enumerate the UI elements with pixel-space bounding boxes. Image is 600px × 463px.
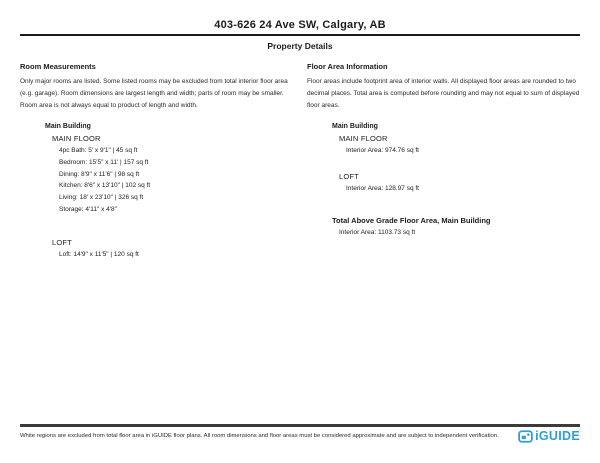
floor-area-building [332, 121, 580, 195]
room-row: 4pc Bath: 5' x 9'1" | 45 sq ft [59, 147, 138, 154]
room-row: Storage: 4'11" x 4'8" [59, 205, 117, 213]
floor-name: MAIN FLOOR [339, 134, 388, 143]
floor-area-section [307, 62, 580, 261]
total-floor-area-heading: Total Above Grade Floor Area, Main Building [332, 215, 491, 225]
room-measurements-description: Only major rooms are listed. Some listed rooms may be excluded from total interior floor area (e.g. garage). Room dimensions are largest length and width; parts of room may be smaller. Room area is not always equal to product of length and width. [20, 78, 288, 109]
floor-main-floor [52, 133, 289, 216]
floor-name: LOFT [52, 237, 72, 247]
floor-name: LOFT [339, 171, 359, 181]
interior-area-value: Interior Area: 974.76 sq ft [346, 147, 419, 154]
building-name: Main Building [45, 123, 91, 130]
footer-disclaimer: White regions are excluded from total floor area in iGUIDE floor plans. All room dimensions and floor areas must be considered approximate and are subject to independent verification. [20, 433, 499, 439]
total-interior-area-value: Interior Area: 1103.73 sq ft [339, 228, 416, 236]
iguide-logo-icon [518, 430, 533, 443]
floor-area-description: Floor areas include footprint area of interior walls. All displayed floor areas are rounded to two decimal places. Total area is computed before rounding and may not equal to sum of displayed floor areas. [307, 78, 580, 109]
interior-area-value: Interior Area: 128.97 sq ft [346, 184, 419, 192]
room-row: Living: 18' x 23'10" | 326 sq ft [59, 194, 144, 202]
iguide-logo [518, 429, 580, 443]
title-divider [20, 34, 580, 36]
room-measurements-section [20, 62, 307, 261]
room-measurements-building [45, 121, 289, 261]
room-row: Loft: 14'9" x 11'5" | 120 sq ft [59, 250, 139, 258]
room-row: Bedroom: 15'5" x 11' | 157 sq ft [59, 158, 149, 166]
room-row: Dining: 8'9" x 11'6" | 98 sq ft [59, 170, 140, 178]
floor-loft [52, 237, 289, 261]
footer [20, 429, 580, 443]
room-row: Kitchen: 8'6" x 13'10" | 102 sq ft [59, 182, 151, 190]
iguide-logo-text: iGUIDE [535, 429, 580, 443]
floor-name: MAIN FLOOR [52, 134, 101, 143]
page-subtitle: Property Details [267, 41, 333, 51]
footer-divider [20, 424, 580, 427]
room-measurements-heading: Room Measurements [20, 62, 96, 71]
floor-area-heading: Floor Area Information [307, 62, 388, 71]
area-loft [339, 171, 580, 195]
total-floor-area-block [332, 215, 580, 239]
area-main-floor [339, 133, 580, 157]
content-columns [0, 62, 600, 261]
building-name: Main Building [332, 123, 378, 130]
page-title: 403-626 24 Ave SW, Calgary, AB [214, 19, 386, 31]
